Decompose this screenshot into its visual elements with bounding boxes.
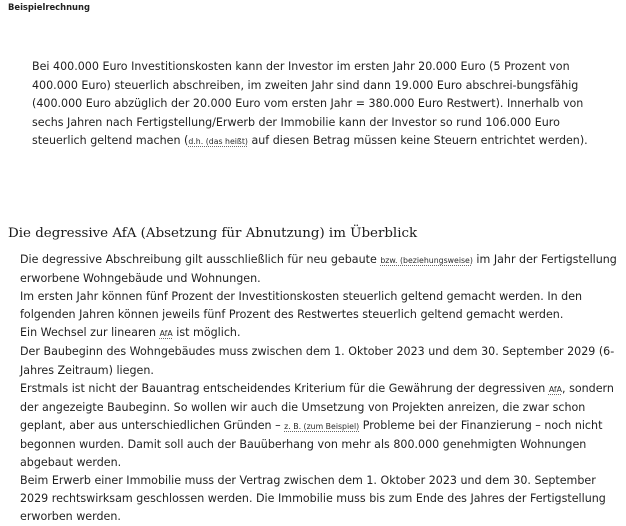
abbreviation-dh[interactable]: d.h. (das heißt) [188, 137, 248, 147]
item-text: ist möglich. [172, 326, 241, 340]
item-text: Der Baubeginn des Wohngebäudes muss zwischen dem 1. Oktober 2023 und dem 30. September 2029 (6-Jahres Zeitraum) liegen. [20, 345, 615, 377]
item-text: Im ersten Jahr können fünf Prozent der Investitionskosten steuerlich geltend gemacht werden. In den folgenden Jahren können jeweils fünf Prozent des Restwertes steuerlich geltend gemacht werden. [20, 290, 583, 322]
item-text: Probleme bei der Finanzierung – noch nicht begonnen wurden. Damit soll auch der Bauüberhang von mehr als 800.000 genehmigten Wohnungen abgebaut werden. [20, 418, 603, 470]
item-text: Ein Wechsel zur linearen [20, 326, 160, 340]
section-heading: Die degressive AfA (Absetzung für Abnutzung) im Überblick [8, 226, 418, 241]
list-item [20, 380, 618, 472]
item-text: , sondern der angezeigte Baubeginn. So wollen wir auch die Umsetzung von Projekten anreizen, die zwar schon geplant, aber aus unterschiedlichen Gründen – [20, 381, 614, 432]
list-item [20, 343, 618, 379]
abbreviation-zb[interactable]: z. B. (zum Beispiel) [284, 421, 360, 431]
example-text-part-2: auf diesen Betrag müssen keine Steuern entrichtet werden). [247, 134, 588, 148]
list-item [20, 472, 618, 526]
list-item [20, 324, 618, 343]
abbreviation-afa[interactable]: AfA [548, 384, 563, 394]
item-text: Beim Erwerb einer Immobilie muss der Vertrag zwischen dem 1. Oktober 2023 und dem 30. September 2029 rechtswirksam geschlossen werden. Die Immobilie muss bis zum Ende des Jahres der Fertigstellung erworben werden. [20, 474, 606, 524]
example-label: Beispielrechnung [8, 2, 90, 12]
list-item [20, 251, 618, 288]
abbreviation-bzw[interactable]: bzw. (beziehungsweise) [380, 256, 473, 265]
item-text: im Jahr der Fertigstellung erworbene Wohngebäude und Wohnungen. [20, 253, 617, 286]
item-text: Erstmals ist nicht der Bauantrag entscheidendes Kriterium für die Gewährung der degressiven [20, 381, 549, 395]
item-text: Die degressive Abschreibung gilt ausschließlich für neu gebaute [20, 253, 381, 266]
list-item [20, 288, 618, 324]
abbreviation-afa[interactable]: AfA [159, 329, 173, 339]
example-text-part-1: Bei 400.000 Euro Investitionskosten kann der Investor im ersten Jahr 20.000 Euro (5 Prozent von 400.000 Euro) steuerlich abschreiben, im zweiten Jahr sind dann 19.000 Euro abschrei-bungsfähig (400.000 Euro abzüglich der 20.000 Euro vom ersten Jahr = 380.000 Euro Restwert). Innerhalb von sechs Jahren nach Fertigstellung/Erwerb der Immobilie kann der Investor so rund 106.000 Euro steuerlich geltend machen ( [32, 60, 584, 148]
example-calculation [32, 58, 592, 152]
overview-list [20, 251, 618, 526]
